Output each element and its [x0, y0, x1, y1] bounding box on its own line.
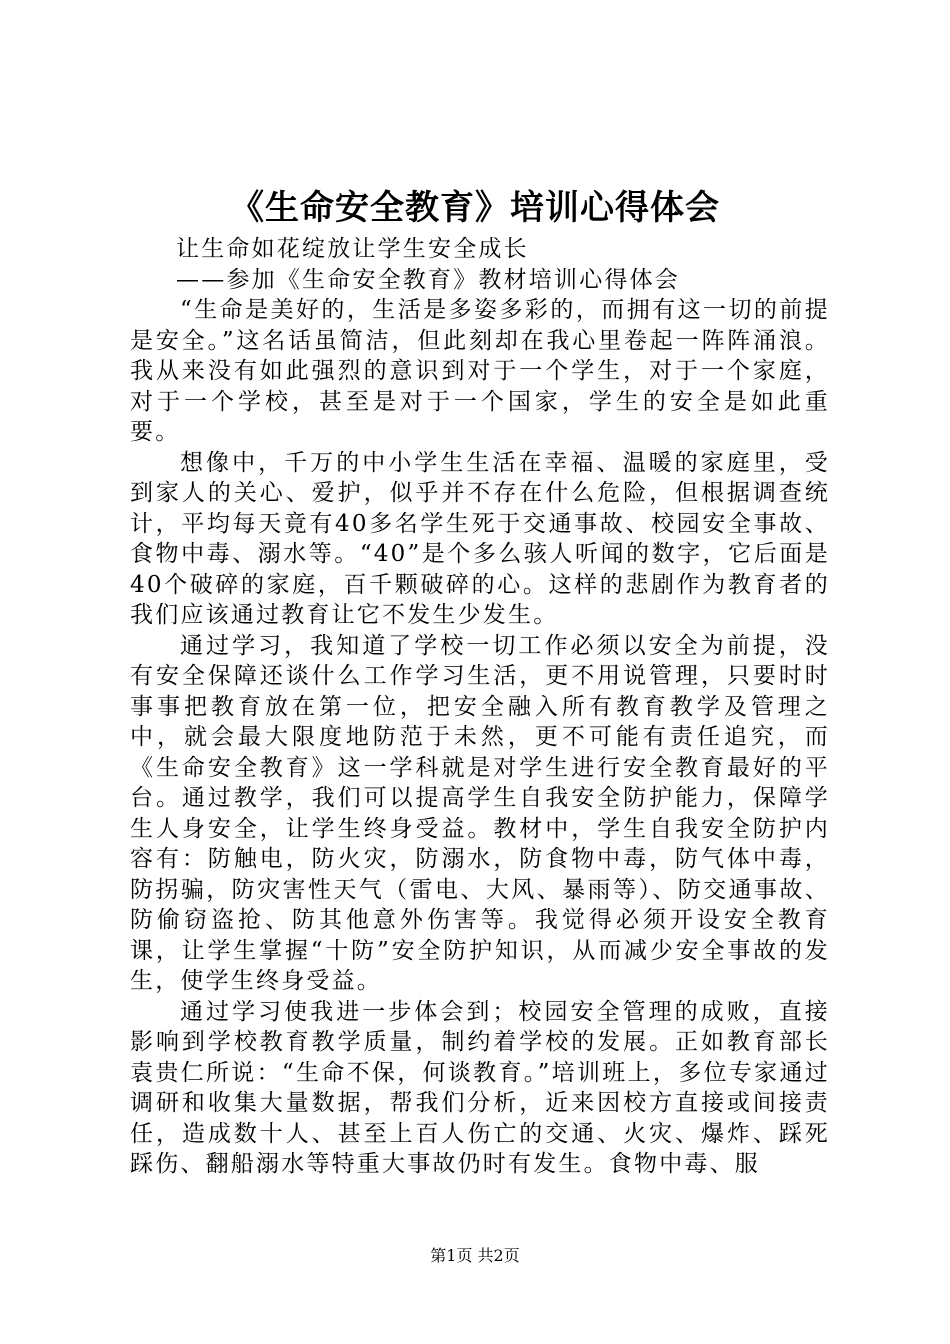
document-title: 《生命安全教育》培训心得体会 — [230, 188, 720, 228]
paragraph-1: “生命是美好的，生活是多姿多彩的，而拥有这一切的前提是安全。”这名话虽简洁，但此刻却在我心里卷起一阵阵涌浪。我从来没有如此强烈的意识到对于一个学生，对于一个家庭，对于一个学校，甚至是对于一个国家，学生的安全是如此重要。 — [130, 297, 830, 445]
document-body — [130, 234, 830, 1180]
page-footer: 第1页 共2页 — [430, 1246, 520, 1265]
paragraph-3: 通过学习，我知道了学校一切工作必须以安全为前提，没有安全保障还谈什么工作学习生活，更不用说管理，只要时时事事把教育放在第一位，把安全融入所有教育教学及管理之中，就会最大限度地防范于未然，更不可能有责任追究，而《生命安全教育》这一学科就是对学生进行安全教育最好的平台。通过教学，我们可以提高学生自我安全防护能力，保障学生人身安全，让学生终身受益。教材中，学生自我安全防护内容有：防触电，防火灾，防溺水，防食物中毒，防气体中毒，防拐骗，防灾害性天气（雷电、大风、暴雨等）、防交通事故、防偷窃盗抢、防其他意外伤害等。我觉得必须开设安全教育课，让学生掌握“十防”安全防护知识，从而减少安全事故的发生，使学生终身受益。 — [130, 632, 830, 994]
subtitle-line-2: ——参加《生命安全教育》教材培训心得体会 — [176, 266, 680, 293]
paragraph-4: 通过学习使我进一步体会到；校园安全管理的成败，直接影响到学校教育教学质量，制约着学校的发展。正如教育部长袁贵仁所说：“生命不保，何谈教育。”培训班上，多位专家通过调研和收集大量数据，帮我们分析，近来因校方直接或间接责任，造成数十人、甚至上百人伤亡的交通、火灾、爆炸、踩死踩伤、翻船溺水等特重大事故仍时有发生。食物中毒、服 — [130, 998, 830, 1177]
subtitle-line-1: 让生命如花绽放让学生安全成长 — [176, 236, 529, 262]
paragraph-2: 想像中，千万的中小学生生活在幸福、温暖的家庭里，受到家人的关心、爱护，似乎并不存在什么危险，但根据调查统计，平均每天竟有40多名学生死于交通事故、校园安全事故、食物中毒、溺水等。“40”是个多么骇人听闻的数字，它后面是40个破碎的家庭，百千颗破碎的心。这样的悲剧作为教育者的我们应该通过教育让它不发生少发生。 — [130, 449, 830, 628]
